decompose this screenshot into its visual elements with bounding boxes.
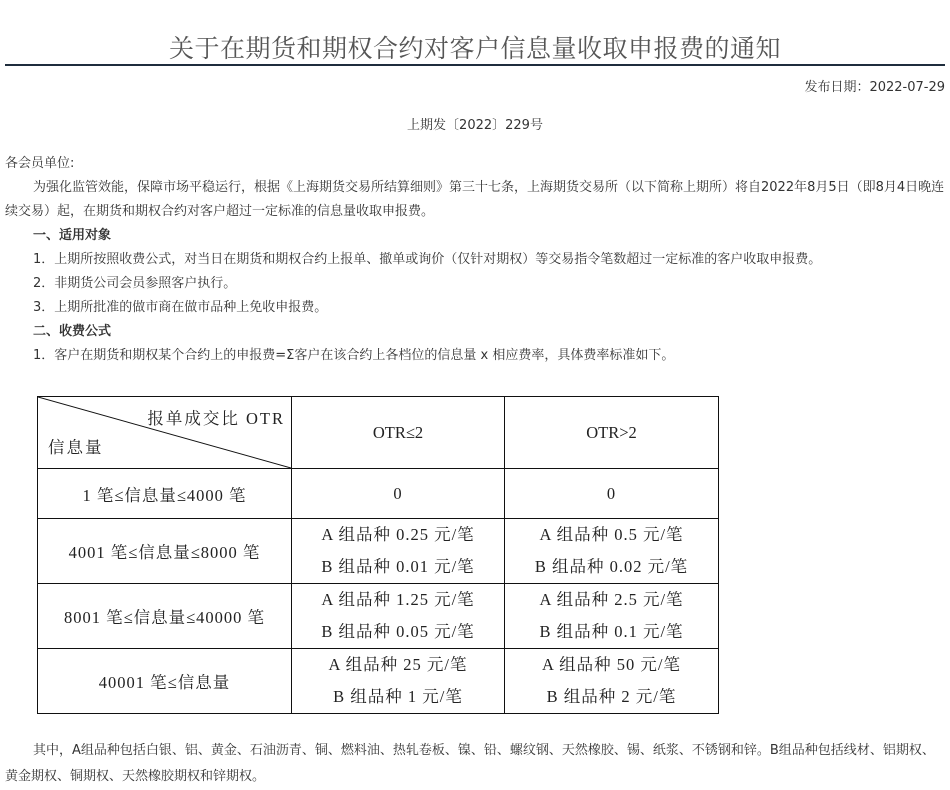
rate-b-group: B 组品种 0.02 元/笔 <box>534 557 689 576</box>
table-header-row <box>38 397 719 469</box>
intro-paragraph: 为强化监管效能，保障市场平稳运行，根据《上海期货交易所结算细则》第三十七条，上海期货交易所（以下简称上期所）将自2022年8月5日（即8月4日晚连续交易）起，在期货和期权合约对客户超过一定标准的信息量收取申报费。 <box>5 180 945 219</box>
rate-value: 0 <box>393 483 403 503</box>
title-divider <box>5 64 945 66</box>
rate-b-group: B 组品种 0.05 元/笔 <box>321 622 475 641</box>
rate-a-group: A 组品种 1.25 元/笔 <box>321 590 475 609</box>
rate-a-group: A 组品种 0.25 元/笔 <box>321 525 475 544</box>
document-number: 上期发〔2022〕229号 <box>407 118 543 133</box>
table-row <box>38 469 719 519</box>
rate-a-group: A 组品种 2.5 元/笔 <box>539 590 684 609</box>
column-header-otr-gt-2: OTR>2 <box>505 397 719 469</box>
rate-b-group: B 组品种 1 元/笔 <box>333 687 463 706</box>
scope-item-1: 1．上期所按照收费公式，对当日在期货和期权合约上报单、撤单或询价（仅针对期权）等交易指令笔数超过一定标准的客户收取申报费。 <box>33 252 822 267</box>
rate-cell <box>505 649 719 714</box>
section-heading-formula: 二、收费公式 <box>33 324 112 339</box>
corner-header-cell <box>38 397 292 469</box>
salutation: 各会员单位: <box>5 156 75 171</box>
rate-cell <box>505 519 719 584</box>
rate-a-group: A 组品种 0.5 元/笔 <box>539 525 684 544</box>
rate-cell <box>292 519 505 584</box>
range-cell: 8001 笔≤信息量≤40000 笔 <box>38 584 292 649</box>
rate-cell <box>505 584 719 649</box>
rate-cell <box>292 649 505 714</box>
scope-item-3: 3．上期所批准的做市商在做市品种上免收申报费。 <box>33 300 328 315</box>
table-row <box>38 649 719 714</box>
section-heading-scope: 一、适用对象 <box>33 228 112 243</box>
range-cell: 1 笔≤信息量≤4000 笔 <box>38 469 292 519</box>
formula-item-1: 1．客户在期货和期权某个合约上的申报费=Σ客户在该合约上各档位的信息量 x 相应费率，具体费率标准如下。 <box>33 348 675 363</box>
scope-item-2: 2．非期货公司会员参照客户执行。 <box>33 276 237 291</box>
rate-a-group: A 组品种 25 元/笔 <box>328 655 468 674</box>
publish-date: 发布日期：2022-07-29 <box>804 80 945 95</box>
range-cell: 40001 笔≤信息量 <box>38 649 292 714</box>
rate-b-group: B 组品种 0.1 元/笔 <box>539 622 684 641</box>
page-title: 关于在期货和期权合约对客户信息量收取申报费的通知 <box>168 33 781 63</box>
product-group-note: 其中，A组品种包括白银、铝、黄金、石油沥青、铜、燃料油、热轧卷板、镍、铅、螺纹钢、天然橡胶、锡、纸浆、不锈钢和锌。B组品种包括线材、铝期权、黄金期权、铜期权、天然橡胶期权和锌期权。 <box>5 743 935 784</box>
rate-cell <box>292 584 505 649</box>
range-cell: 4001 笔≤信息量≤8000 笔 <box>38 519 292 584</box>
volume-axis-label: 信息量 <box>48 438 104 457</box>
rate-cell <box>292 469 505 519</box>
rate-b-group: B 组品种 0.01 元/笔 <box>321 557 475 576</box>
rate-value: 0 <box>606 483 617 503</box>
fee-rate-table <box>37 396 719 714</box>
column-header-otr-le-2: OTR≤2 <box>292 397 505 469</box>
rate-b-group: B 组品种 2 元/笔 <box>546 687 677 706</box>
rate-cell <box>505 469 719 519</box>
notice-body <box>5 152 945 368</box>
rate-a-group: A 组品种 50 元/笔 <box>542 655 681 674</box>
table-row <box>38 519 719 584</box>
table-row <box>38 584 719 649</box>
otr-axis-label: 报单成交比 OTR <box>147 409 285 428</box>
